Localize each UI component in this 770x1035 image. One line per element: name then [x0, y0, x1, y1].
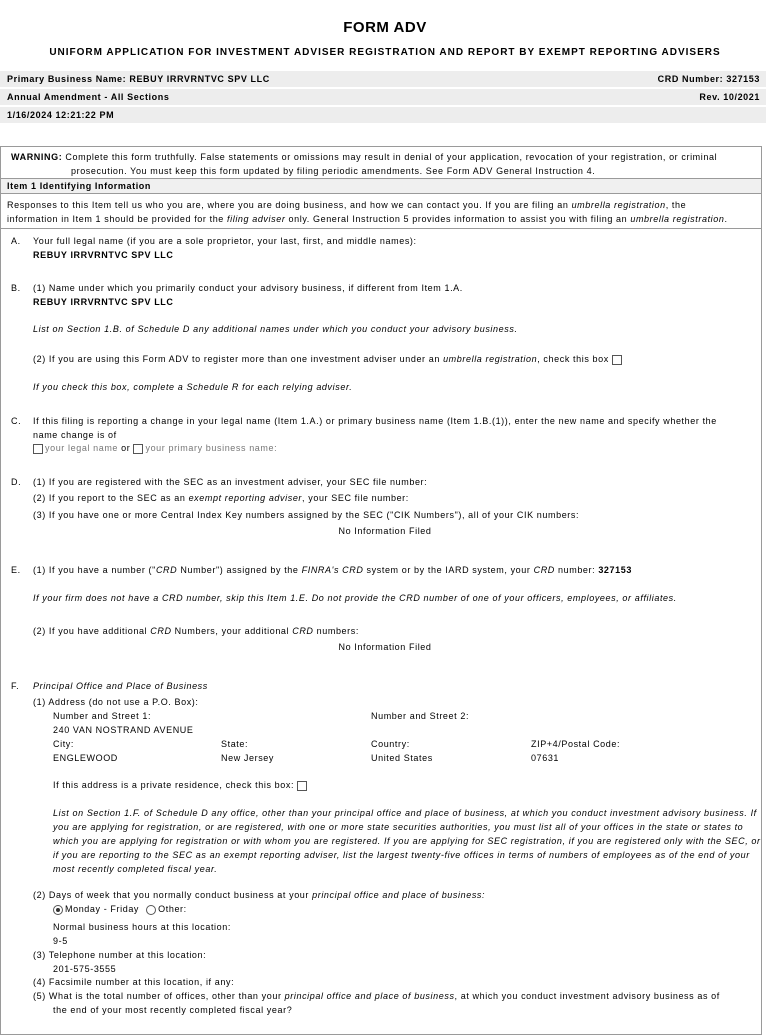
primary-business-name: Primary Business Name: REBUY IRRVRNTVC SPV LLC [7, 74, 270, 84]
item-f5-question-2: the end of your most recently completed fiscal year? [53, 1005, 293, 1015]
item-b2-question: (2) If you are using this Form ADV to register more than one investment adviser under an umbrella registration, check this box [33, 354, 624, 365]
business-name-option-label: your primary business name: [145, 443, 278, 453]
country-label: Country: [371, 739, 410, 749]
business-name-value: REBUY IRRVRNTVC SPV LLC [33, 297, 174, 307]
umbrella-registration-checkbox[interactable] [612, 355, 622, 365]
item-b2-note: If you check this box, complete a Schedule R for each relying adviser. [33, 382, 353, 392]
item-b-letter: B. [11, 283, 21, 293]
hours-value: 9-5 [53, 936, 68, 946]
other-days-label: Other: [158, 904, 187, 914]
additional-crd-no-info: No Information Filed [338, 642, 432, 652]
hours-label: Normal business hours at this location: [53, 922, 231, 932]
item-f-heading: Principal Office and Place of Business [33, 681, 208, 691]
street1-value: 240 VAN NOSTRAND AVENUE [53, 725, 194, 735]
state-value: New Jersey [221, 753, 275, 763]
item-f1-note-line-4: if you are reporting to the SEC as an exempt reporting adviser, list the largest twenty-five offices in terms of numbers of employees as of the end of your [53, 850, 750, 860]
warning-text-1: Complete this form truthfully. False statements or omissions may result in denial of your application, revocation of your registration, or criminal [65, 152, 718, 162]
item-c-question-2: name change is of [33, 430, 117, 440]
item-a-letter: A. [11, 236, 21, 246]
item-f3-question: (3) Telephone number at this location: [33, 950, 207, 960]
zip-label: ZIP+4/Postal Code: [531, 739, 621, 749]
business-days-options [53, 904, 187, 915]
monday-friday-label: Monday - Friday [65, 904, 140, 914]
item-e2-question: (2) If you have additional CRD Numbers, your additional CRD numbers: [33, 626, 359, 636]
item-b1-note: List on Section 1.B. of Schedule D any additional names under which you conduct your advisory business. [33, 324, 518, 334]
legal-name-value: REBUY IRRVRNTVC SPV LLC [33, 250, 174, 260]
item-c-letter: C. [11, 416, 22, 426]
zip-value: 07631 [531, 753, 560, 763]
item-f1-note-line-1: List on Section 1.F. of Schedule D any office, other than your principal office and place of business, at which you conduct investment advisory business. If [53, 808, 757, 818]
legal-name-change-checkbox[interactable] [33, 444, 43, 454]
item-e-letter: E. [11, 565, 21, 575]
warning-text-2: prosecution. You must keep this form updated by filing periodic amendments. See Form ADV General Instruction 4. [71, 166, 596, 176]
item-d2-question: (2) If you report to the SEC as an exempt reporting adviser, your SEC file number: [33, 493, 409, 503]
state-label: State: [221, 739, 249, 749]
divider [0, 193, 762, 194]
item1-intro-line-1: Responses to this Item tell us who you are, where you are doing business, and how we can contact you. If you are filing an umbrella registration, the [7, 200, 687, 210]
item1-intro-line-2: information in Item 1 should be provided for the filing adviser only. General Instruction 5 provides information to assist you with filing an umbrella registration. [7, 214, 728, 224]
item-f4-question: (4) Facsimile number at this location, if any: [33, 977, 235, 987]
item-f1-question: (1) Address (do not use a P.O. Box): [33, 697, 199, 707]
item-d-letter: D. [11, 477, 22, 487]
street2-label: Number and Street 2: [371, 711, 470, 721]
item-f1-note-line-5: most recently completed fiscal year. [53, 864, 218, 874]
form-title: FORM ADV [343, 19, 427, 36]
item-f2-question: (2) Days of week that you normally conduct business at your principal office and place of business: [33, 890, 486, 900]
divider [0, 228, 762, 229]
warning-label: WARNING: [11, 152, 63, 162]
item-c-options: your legal name or your primary business name: [33, 443, 277, 454]
item-d1-question: (1) If you are registered with the SEC as an investment adviser, your SEC file number: [33, 477, 428, 487]
filing-type: Annual Amendment - All Sections [7, 92, 170, 102]
item1-heading: Item 1 Identifying Information [7, 181, 152, 191]
revision: Rev. 10/2021 [699, 92, 760, 102]
city-label: City: [53, 739, 74, 749]
city-value: ENGLEWOOD [53, 753, 118, 763]
monday-friday-radio[interactable] [53, 905, 63, 915]
item-f1-note-line-3: which you are applying for registration or with whom you are registered. If you are applying for SEC registration, if you are registered only with the SEC, or [53, 836, 761, 846]
item-f-letter: F. [11, 681, 20, 691]
item-e1-note: If your firm does not have a CRD number, skip this Item 1.E. Do not provide the CRD number of one of your officers, employees, or affiliates. [33, 593, 677, 603]
crd-number-value: 327153 [598, 565, 632, 575]
warning-line-1 [11, 152, 717, 162]
timestamp: 1/16/2024 12:21:22 PM [7, 110, 115, 120]
item-c-question-1: If this filing is reporting a change in your legal name (Item 1.A.) or primary business name (Item 1.B.(1)), enter the new name and specify whether the [33, 416, 717, 426]
cik-no-info: No Information Filed [338, 526, 432, 536]
private-residence-row: If this address is a private residence, check this box: [53, 780, 309, 791]
item-f1-note-line-2: you are applying for registration, or are registered, with one or more state securities authorities, you must list all of your offices in the state or states to [53, 822, 744, 832]
private-residence-checkbox[interactable] [297, 781, 307, 791]
form-body-frame [0, 146, 762, 1035]
form-subtitle: UNIFORM APPLICATION FOR INVESTMENT ADVISER REGISTRATION AND REPORT BY EXEMPT REPORTING ADVISERS [49, 47, 721, 58]
crd-number: CRD Number: 327153 [657, 74, 760, 84]
item-d3-question: (3) If you have one or more Central Index Key numbers assigned by the SEC ("CIK Numbers"), all of your CIK numbers: [33, 510, 580, 520]
legal-name-option-label: your legal name [45, 443, 119, 453]
header-bar-3 [0, 107, 766, 123]
phone-value: 201-575-3555 [53, 964, 117, 974]
country-value: United States [371, 753, 433, 763]
item-e1-question: (1) If you have a number ("CRD Number") assigned by the FINRA's CRD system or by the IARD system, your CRD number: 327153 [33, 565, 632, 575]
item-b1-question: (1) Name under which you primarily conduct your advisory business, if different from Item 1.A. [33, 283, 463, 293]
other-days-radio[interactable] [146, 905, 156, 915]
street1-label: Number and Street 1: [53, 711, 152, 721]
item-a-question: Your full legal name (if you are a sole proprietor, your last, first, and middle names): [33, 236, 417, 246]
business-name-change-checkbox[interactable] [133, 444, 143, 454]
item-f5-question-1: (5) What is the total number of offices, other than your principal office and place of business, at which you conduct investment advisory business as of [33, 991, 720, 1001]
